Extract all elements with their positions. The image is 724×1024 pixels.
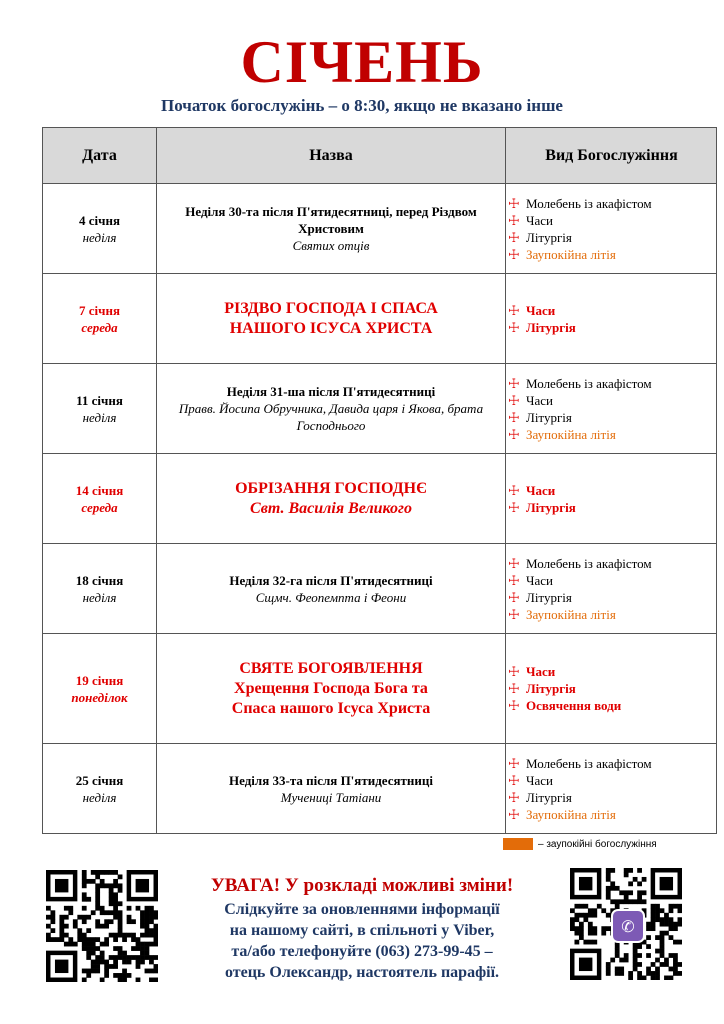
- liturgical-day-name: Неділя 33-та після П'ятидесятниці: [229, 772, 433, 788]
- orthodox-cross-icon: ☩: [508, 806, 520, 822]
- date-cell: [43, 634, 157, 744]
- service-label: Часи: [526, 772, 553, 788]
- service-item: [508, 663, 715, 680]
- service-item: [508, 606, 715, 623]
- name-cell: [157, 634, 506, 744]
- service-label-requiem: Заупокійна літія: [526, 426, 616, 442]
- name-cell: [157, 744, 506, 834]
- table-row: [43, 544, 717, 634]
- header-date: Дата: [43, 128, 157, 184]
- feast-title: ОБРІЗАННЯ ГОСПОДНЄ: [235, 479, 427, 497]
- qr-code-website[interactable]: [46, 870, 158, 982]
- orthodox-cross-icon: ☩: [508, 572, 520, 588]
- service-item: [508, 426, 715, 443]
- service-item: [508, 572, 715, 589]
- service-item: [508, 697, 715, 714]
- date-weekday: неділя: [82, 229, 117, 245]
- feast-title: РІЗДВО ГОСПОДА І СПАСА: [224, 299, 438, 317]
- header-service-type: Вид Богослужіння: [506, 128, 717, 184]
- feast-title: СВЯТЕ БОГОЯВЛЕННЯ: [239, 659, 423, 677]
- orthodox-cross-icon: ☩: [508, 698, 520, 713]
- date-weekday: неділя: [82, 589, 117, 605]
- service-label: Літургія: [526, 589, 572, 605]
- service-label: Часи: [526, 664, 556, 679]
- service-label: Молебень із акафістом: [526, 195, 652, 211]
- service-item: [508, 806, 715, 823]
- notice-heading: УВАГА! У розкладі можливі зміни!: [210, 875, 514, 896]
- service-item: [508, 555, 715, 572]
- service-item: [508, 789, 715, 806]
- service-item: [508, 755, 715, 772]
- table-row-feast: [43, 274, 717, 364]
- date-cell: [43, 744, 157, 834]
- service-item: [508, 212, 715, 229]
- service-label: Молебень із акафістом: [526, 375, 652, 391]
- liturgical-day-name: Неділя 30-та після П'ятидесятниці, перед Різдвом Христовим: [185, 204, 477, 236]
- page-subtitle: Початок богослужінь – о 8:30, якщо не вказано інше: [161, 96, 563, 115]
- table-row-feast: [43, 634, 717, 744]
- service-item: [508, 680, 715, 697]
- service-label-requiem: Заупокійна літія: [526, 606, 616, 622]
- saint-commemoration: Мучениці Татіани: [280, 789, 382, 805]
- services-cell: [506, 544, 717, 634]
- orthodox-cross-icon: ☩: [508, 606, 520, 622]
- table-row: [43, 364, 717, 454]
- orthodox-cross-icon: ☩: [508, 555, 520, 571]
- orthodox-cross-icon: ☩: [508, 212, 520, 228]
- orthodox-cross-icon: ☩: [508, 664, 520, 679]
- service-item: [508, 375, 715, 392]
- service-item: [508, 482, 715, 499]
- legend-swatch: [503, 838, 533, 850]
- notice-line: отець Олександр, настоятель парафії.: [224, 964, 500, 981]
- viber-logo-icon: ✆: [611, 909, 645, 943]
- date-weekday: середа: [81, 319, 118, 335]
- date-day: 7 січня: [79, 302, 120, 318]
- service-label: Часи: [526, 392, 553, 408]
- service-label: Часи: [526, 302, 556, 318]
- notice-line: на нашому сайті, в спільноті у Viber,: [229, 922, 495, 939]
- table-header-row: [43, 128, 717, 184]
- notice-line: та/або телефонуйте (063) 273-99-45 –: [231, 943, 493, 960]
- services-cell: [506, 184, 717, 274]
- saint-commemoration: Сщмч. Феопемпта і Феони: [255, 589, 407, 605]
- services-cell: [506, 274, 717, 364]
- orthodox-cross-icon: ☩: [508, 195, 520, 211]
- service-label: Молебень із акафістом: [526, 755, 652, 771]
- service-label: Часи: [526, 212, 553, 228]
- liturgical-day-name: Неділя 32-га після П'ятидесятниці: [229, 572, 433, 588]
- service-item: [508, 195, 715, 212]
- service-label: Часи: [526, 482, 556, 498]
- orthodox-cross-icon: ☩: [508, 789, 520, 805]
- service-label: Літургія: [526, 789, 572, 805]
- table-row: [43, 744, 717, 834]
- orthodox-cross-icon: ☩: [508, 392, 520, 408]
- date-cell: [43, 544, 157, 634]
- date-day: 11 січня: [76, 392, 123, 408]
- service-item: [508, 589, 715, 606]
- service-label: Молебень із акафістом: [526, 555, 652, 571]
- services-cell: [506, 744, 717, 834]
- service-label: Літургія: [526, 409, 572, 425]
- feast-subtitle: Свт. Василія Великого: [250, 499, 412, 517]
- legend: [503, 838, 657, 850]
- table-row-feast: [43, 454, 717, 544]
- saint-commemoration: Правв. Йосипа Обручника, Давида царя і Якова, брата Господнього: [178, 401, 484, 433]
- service-item: [508, 499, 715, 516]
- feast-title: Хрещення Господа Бога та: [234, 679, 428, 697]
- date-weekday: неділя: [82, 409, 117, 425]
- schedule-table: [42, 127, 717, 834]
- service-item: [508, 229, 715, 246]
- service-item: [508, 772, 715, 789]
- notice-line: Слідкуйте за оновленнями інформації: [224, 901, 500, 918]
- orthodox-cross-icon: ☩: [508, 499, 520, 515]
- legend-label: – заупокійні богослужіння: [538, 838, 657, 850]
- saint-commemoration: Святих отців: [292, 238, 370, 253]
- page-title: СІЧЕНЬ: [240, 29, 484, 95]
- date-cell: [43, 274, 157, 364]
- name-cell: [157, 544, 506, 634]
- date-day: 19 січня: [75, 672, 124, 688]
- name-cell: [157, 184, 506, 274]
- orthodox-cross-icon: ☩: [508, 589, 520, 605]
- service-item: [508, 302, 715, 319]
- feast-title: Спаса нашого Ісуса Христа: [231, 699, 431, 717]
- service-label-requiem: Заупокійна літія: [526, 246, 616, 262]
- date-day: 14 січня: [75, 482, 124, 498]
- date-cell: [43, 454, 157, 544]
- table-row: [43, 184, 717, 274]
- date-weekday: понеділок: [71, 689, 128, 705]
- header-name: Назва: [157, 128, 506, 184]
- qr-code-viber[interactable]: [570, 868, 682, 980]
- orthodox-cross-icon: ☩: [508, 302, 520, 318]
- orthodox-cross-icon: ☩: [508, 229, 520, 245]
- date-day: 4 січня: [79, 212, 120, 228]
- date-cell: [43, 184, 157, 274]
- notice-block: [170, 873, 554, 983]
- orthodox-cross-icon: ☩: [508, 482, 520, 498]
- services-cell: [506, 364, 717, 454]
- service-label: Часи: [526, 572, 553, 588]
- date-cell: [43, 364, 157, 454]
- orthodox-cross-icon: ☩: [508, 246, 520, 262]
- date-day: 18 січня: [75, 572, 124, 588]
- name-cell: [157, 364, 506, 454]
- service-label: Літургія: [526, 229, 572, 245]
- orthodox-cross-icon: ☩: [508, 755, 520, 771]
- orthodox-cross-icon: ☩: [508, 375, 520, 391]
- service-label: Освячення води: [526, 698, 622, 713]
- service-item: [508, 392, 715, 409]
- service-label: Літургія: [526, 499, 576, 515]
- name-cell: [157, 454, 506, 544]
- orthodox-cross-icon: ☩: [508, 772, 520, 788]
- service-item: [508, 246, 715, 263]
- feast-title: НАШОГО ІСУСА ХРИСТА: [229, 319, 433, 337]
- date-weekday: неділя: [82, 789, 117, 805]
- service-item: [508, 409, 715, 426]
- service-item: [508, 319, 715, 336]
- date-day: 25 січня: [75, 772, 124, 788]
- liturgical-day-name: Неділя 31-ша після П'ятидесятниці: [226, 384, 436, 399]
- orthodox-cross-icon: ☩: [508, 681, 520, 696]
- orthodox-cross-icon: ☩: [508, 409, 520, 425]
- services-cell: [506, 634, 717, 744]
- name-cell: [157, 274, 506, 364]
- services-cell: [506, 454, 717, 544]
- orthodox-cross-icon: ☩: [508, 319, 520, 335]
- service-label: Літургія: [526, 319, 576, 335]
- service-label-requiem: Заупокійна літія: [526, 806, 616, 822]
- date-weekday: середа: [81, 499, 118, 515]
- orthodox-cross-icon: ☩: [508, 426, 520, 442]
- service-label: Літургія: [526, 681, 576, 696]
